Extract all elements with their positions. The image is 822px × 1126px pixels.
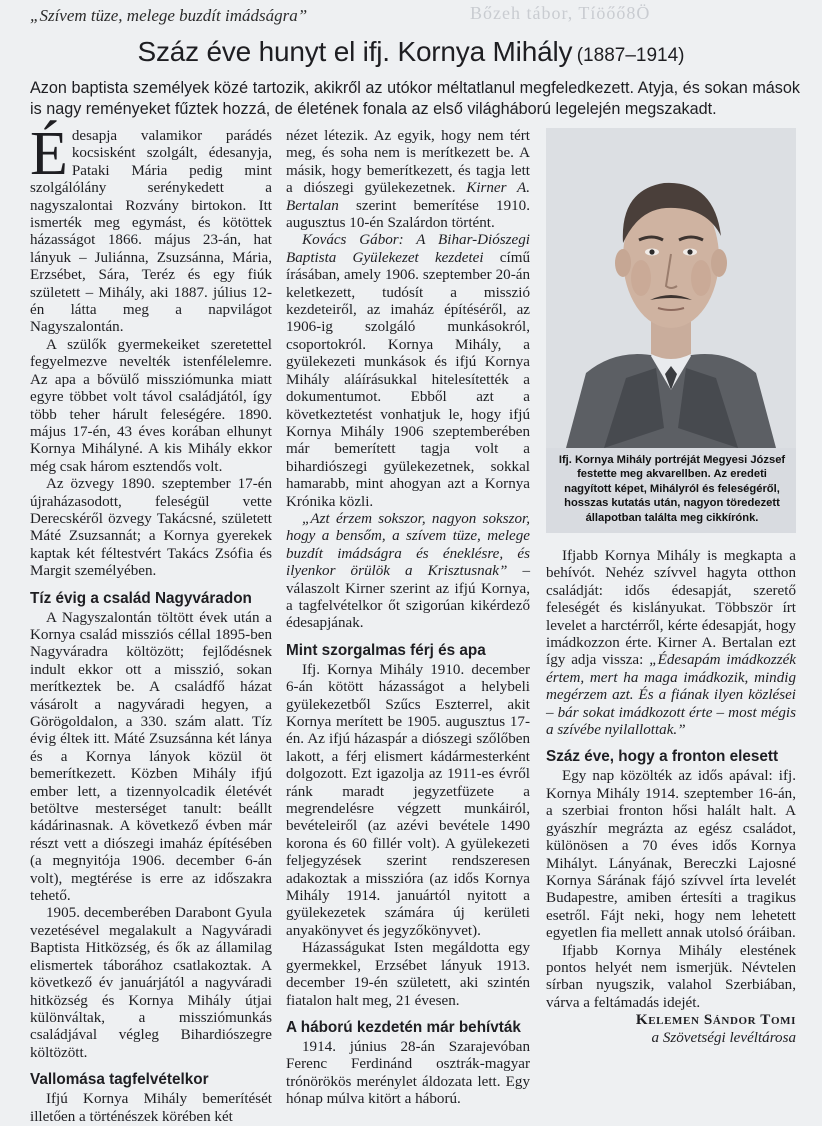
- paragraph-text: nézet létezik. Az egyik, hogy nem tért meg, és soha nem is merítkezett be. A másik, hogy bemerítkezett, és tagja lett a diószegi gyülekezetnek.: [286, 128, 530, 197]
- subheading: Mint szorgalmas férj és apa: [286, 641, 486, 659]
- article-lead: Azon baptista személyek közé tartozik, akikről az utókor méltatlanul megfeledkezett. Atyja, és sokan mások is nagy reményeket fűztek hozzá, de életének fonala az első világháború legelején megszakadt.: [30, 79, 800, 118]
- quote: „Azt érzem sokszor, nagyon sokszor, hogy a bensőm, a szívem tüze, melege buzdít imádságra és éneklésre, és ilyenkor örülök a Krisztusnak”: [286, 510, 530, 580]
- paragraph: Ifj. Kornya Mihály 1910. december 6-án kötött házasságot a helybeli gyülekezetből Szűcs Eszterrel, akit Kornya merített be 1905. augusztus 17-én. Az ifjú házaspár a diószegi szőlőben lakott, a férj elismert kádármesterként dolgozott. Ezt igazolja az 1911-es évről ránk maradt jegyzetfüzete a megrendelésre végzett munkáiról, bevételeiről (az azévi bevétele 1490 korona és 60 fillér volt). A gyülekezeti feljegyzések szerint rendszeresen adakoztak a misszióra (az idős Kornya Mihály 1914. januártól nyitott a gyülekezetek számára új kerületi anyakönyvet és jegyzőkönyvet).: [286, 661, 530, 939]
- column-1: [30, 120, 272, 1126]
- paragraph: [286, 128, 530, 232]
- paragraph-text: szerint bemerítése 1910. augusztus 10-én Szalárdon történt.: [286, 197, 530, 232]
- paragraph: Egy nap közölték az idős apával: ifj. Kornya Mihály 1914. szeptember 16-án, a szerbiai fronton hősi halált halt. A gyászhír megrázta az egész családot, különösen a 70 éves idős Kornya Mihályt. Lányának, Bereczki Lajosné Kornya Sárának fájó szívvel írta levelét Budapestre, amiben értesíti a tragikus esetről. Fájt neki, hogy nem lehetett egyetlen fia mellett annak utolsó óráiban.: [546, 768, 796, 942]
- paragraph-text: című írásában, amely 1906. szeptember 20-án keletkezett, tudósít a misszió kezdeteiről, az imaház építéséről, az 1906-ig szolgáló munkásokról, csoportokról. Kornya Mihály, a gyülekezeti munkások és ifjú Kornya Mihály aláírásukkal hitelesítették a dokumentumot. Ebből azt a következtetést vonhatjuk le, hogy ifjú Kornya Mihály 1906 szeptemberében már bemerített tagja volt a bihardiószegi gyülekezetnek, sokkal hamarabb, mint ahogyan azt a Kornya Krónika közli.: [286, 249, 530, 510]
- paragraph-text: desapja valamikor parádés kocsisként szolgált, édesanyja, Pataki Mária pedig mint szolgálólány serénykedett a nagyszalontai Rozvány birtokon. Itt ismerték meg egymást, és kötöttek házasságot 1866. május 23-án, hat lányuk – Juliánna, Zsuzsánna, Mária, Erzsébet, Sára, Teréz és egy fiúk született – Mihály, aki 1887. július 12-én látta meg a napvilágot Nagyszalontán.: [30, 128, 272, 336]
- subheading: Vallomása tagfelvételkor: [30, 1071, 209, 1089]
- portrait-caption: Ifj. Kornya Mihály portréját Megyesi József festette meg akvarellben. Az eredeti nagyított képet, Mihályról és feleségéről, hosszas kutatás után, nagyon töredezett állapotban találta meg cikkírónk.: [558, 454, 786, 524]
- paragraph: [30, 120, 272, 337]
- author-name: Kirner A. Bertalan: [286, 180, 530, 214]
- show-through-text: Bőzeh tábor, Tíöőő8Ö: [470, 3, 651, 23]
- paragraph: [546, 548, 796, 739]
- paragraph: A Nagyszalontán töltött évek után a Kornya család missziós céllal 1895-ben Nagyváradra költözött; fejlődésnek indult ekkor ott a misszió, sokan merítkeztek be. A családfő házat vásárolt a nagyváradi hegyen, a Görögoldalon, a 330. szám alatt. Tíz évig éltek itt. Máté Zsuzsánna két lánya és a Kornya lányok közül öt bemerítkezett. Közben Mihály ifjú ember lett, a tizennyolcadik életévét betöltve mesterséget tanult: beállt kádárinasnak. A következő évben már részt vett a diószegi imaház építésében (a megnyitója 1906. december 6-án volt), megtérése is erre az időszakra tehető.: [30, 609, 272, 905]
- paragraph: A szülők gyermekeiket szeretettel fegyelmezve nevelték istenfélelemre. Az apa a bővülő missziómunka miatt egyre többet volt távol családjától, így több teher hárult feleségére. 1890. május 17-én, 43 éves korában elhunyt Kornya Mihályné. A kis Mihály ekkor még csak három esztendős volt.: [30, 336, 272, 475]
- source-title: Kovács Gábor: A Bihar-Diószegi Baptista Gyülekezet kezdetei: [286, 232, 530, 266]
- watercolor-portrait: [546, 128, 796, 448]
- title-years: (1887–1914): [576, 45, 685, 66]
- column-2: [286, 128, 530, 1109]
- article-title: [0, 36, 822, 68]
- paragraph: [286, 511, 530, 633]
- author-byline: Kelemen Sándor Tomi: [635, 1012, 796, 1029]
- kicker-quote: „Szívem tüze, melege buzdít imádságra”: [30, 6, 308, 25]
- paragraph: Ifjabb Kornya Mihály elestének pontos helyét nem ismerjük. Névtelen sírban nyugszik, valahol Szerbiában, várva a feltámadás idejét.: [546, 942, 796, 1011]
- paragraph: 1905. decemberében Darabont Gyula vezetésével megalakult a Nagyváradi Baptista Hitközség, és ők az államilag elismertek táborához csatlakoztak. A következő év januárjától a nagyváradi hitközség és Kornya Mihály útjai különváltak, a missziómunkás családjával végleg Bihardiószegre költözött.: [30, 905, 272, 1061]
- paragraph: Ifjú Kornya Mihály bemerítését illetően a történészek körében két: [30, 1091, 272, 1125]
- subheading: Száz éve, hogy a fronton elesett: [546, 748, 779, 766]
- paragraph: 1914. június 28-án Szarajevóban Ferenc Ferdinánd osztrák-magyar trónörökös merénylet áldozata lett. Egy hónap múlva kitört a háború.: [286, 1038, 530, 1108]
- subheading: A háború kezdetén már behívták: [286, 1018, 521, 1036]
- paragraph: Az özvegy 1890. szeptember 17-én újraházasodott, feleségül vette Derecskéről özvegy Takácsné, született Máté Zsuzsannát; a Kornya gyerekek kaptak két féltestvért Takács Zsófia és Margit személyében.: [30, 476, 272, 580]
- title-text: Száz éve hunyt el ifj. Kornya Mihály: [137, 36, 573, 67]
- subheading: Tíz évig a család Nagyváradon: [30, 589, 252, 607]
- paragraph: Házasságukat Isten megáldotta egy gyermekkel, Erzsébet lányuk 1913. december 19-én született, aki szintén fiatalon halt meg, 21 évesen.: [286, 940, 530, 1009]
- quote: „Édesapám imádkozzék értem, mert ha maga imádkozik, mindig megérzem azt. És a fiának ilyen közlései – bár sokat imádkozott érte – most mégis a szívébe nyilallottak.”: [546, 652, 796, 739]
- author-role: a Szövetségi levéltárosa: [651, 1029, 796, 1046]
- column-3: [546, 548, 796, 1047]
- paragraph-text: – válaszolt Kirner szerint az ifjú Kornya, a tagfelvételkor őt szigorúan kikérdező édesapjának.: [286, 563, 530, 632]
- drop-cap: É: [30, 120, 68, 188]
- paragraph: [286, 232, 530, 511]
- paragraph-text: Ifjabb Kornya Mihály is megkapta a behívót. Nehéz szívvel hagyta otthon családját: idős édesapját, szerető feleségét és kislányukat. Többször írt levelet a harctérről, kérte édesapját, hogy imádkozzon érte. Kirner A. Bertalan ezt így adja vissza:: [546, 548, 796, 669]
